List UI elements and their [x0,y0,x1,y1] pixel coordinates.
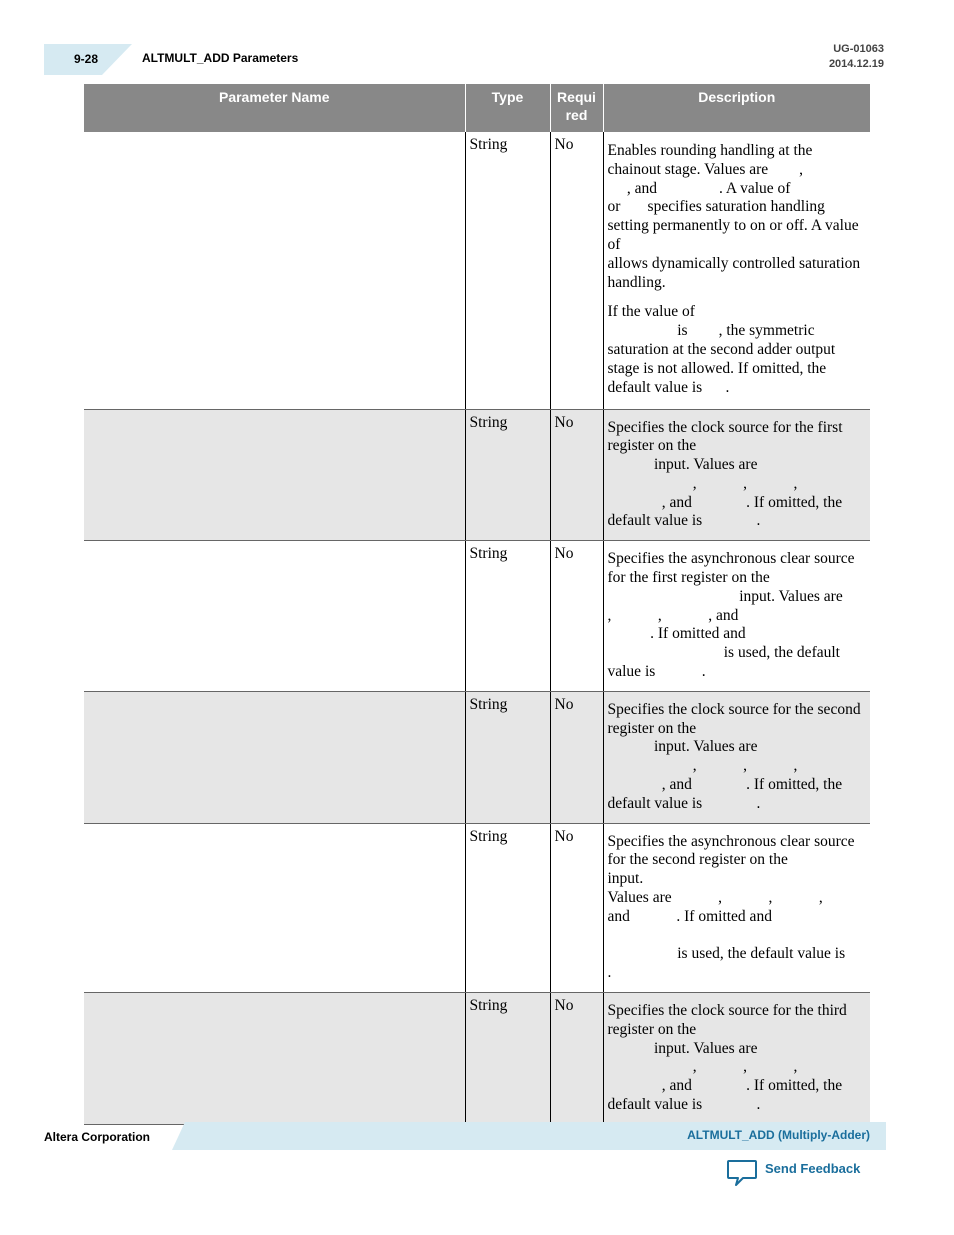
table-row [84,541,870,692]
parameter-name-cell [84,132,465,409]
document-id: UG-01063 [833,43,884,55]
required-cell: No [550,132,603,409]
document-id-block [829,42,884,72]
table-row [84,132,870,409]
send-feedback-link[interactable] [726,1158,860,1188]
type-cell: String [465,409,550,541]
description-paragraph: Specifies the clock source for the second register on the input. Values are , , , , and . If omitted, the default value is . [607,700,861,812]
description-paragraph: If the value of is , the symmetric saturation at the second adder output stage is not allowed. If omitted, the default value is . [607,303,836,396]
required-cell: No [550,541,603,692]
description-cell [603,409,870,541]
description-paragraph: Enables rounding handling at the chainout stage. Values are , , and . A value of or specifies saturation handling setting permanently to on or off. A value of allows dynamically controlled saturation handling. [607,142,861,291]
table-header-row [84,84,870,132]
description-cell [603,541,870,692]
parameter-name-cell [84,691,465,823]
type-cell: String [465,541,550,692]
table-row [84,691,870,823]
type-cell: String [465,993,550,1125]
column-header-required [550,84,603,132]
column-header-type: Type [465,84,550,132]
description-paragraph: Specifies the asynchronous clear source for the second register on the input. Values are , , , and . If omitted and is used, the default value is . [607,832,855,982]
description-paragraph: Specifies the clock source for the third register on the input. Values are , , , , and . If omitted, the default value is . [607,1002,847,1113]
document-date: 2014.12.19 [828,58,884,70]
company-name: Altera Corporation [44,1130,151,1144]
description-paragraph: Specifies the clock source for the first register on the input. Values are , , , , and . If omitted, the default value is . [607,418,843,530]
table-row [84,993,870,1125]
page-number: 9-28 [74,52,99,66]
type-cell: String [465,823,550,992]
parameter-name-cell [84,409,465,541]
table-row [84,409,870,541]
description-cell [603,691,870,823]
required-cell: No [550,823,603,992]
footer-band-tail [172,1122,185,1150]
required-cell: No [550,993,603,1125]
required-cell: No [550,409,603,541]
parameter-name-cell [84,993,465,1125]
required-cell: No [550,691,603,823]
column-header-required-label: Requi red [557,89,596,123]
column-header-parameter-name: Parameter Name [84,84,465,132]
description-paragraph: Specifies the asynchronous clear source for the first register on the input. Values are , , , and . If omitted and is used, the default value is . [607,550,855,681]
table-row [84,823,870,992]
description-cell [603,132,870,409]
column-header-description: Description [603,84,870,132]
description-cell [603,823,870,992]
section-title: ALTMULT_ADD Parameters [142,51,299,65]
type-cell: String [465,691,550,823]
description-cell [603,993,870,1125]
parameter-name-cell [84,541,465,692]
send-feedback-label[interactable]: Send Feedback [765,1161,861,1176]
parameter-name-cell [84,823,465,992]
speech-bubble-icon [726,1158,758,1188]
type-cell: String [465,132,550,409]
parameters-table [84,84,870,1125]
chapter-title-link[interactable]: ALTMULT_ADD (Multiply-Adder) [687,1128,870,1142]
